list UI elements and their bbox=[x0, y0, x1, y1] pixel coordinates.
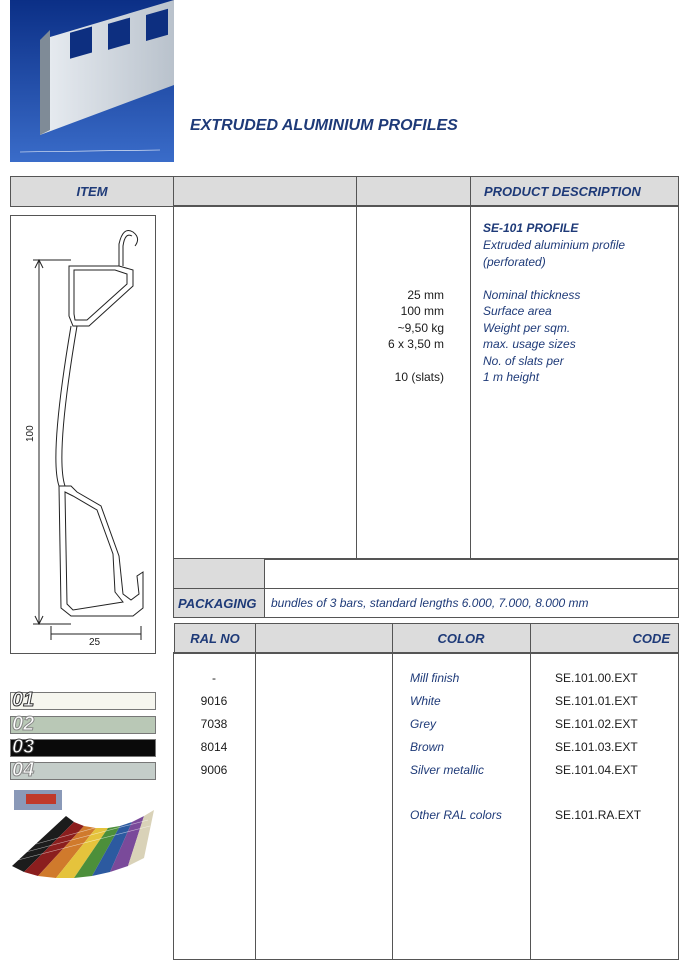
table-row-color: Grey bbox=[410, 717, 437, 731]
table-row-color: White bbox=[410, 694, 441, 708]
ral-table-header bbox=[174, 623, 679, 654]
divider bbox=[470, 177, 471, 206]
table-row-code: SE.101.01.EXT bbox=[555, 694, 638, 708]
spec-label: Surface area bbox=[483, 304, 552, 318]
color-header: COLOR bbox=[437, 631, 485, 646]
ral-color-fan-image bbox=[4, 786, 160, 878]
table-row-ral: - bbox=[212, 671, 216, 685]
spec-value: 10 (slats) bbox=[394, 370, 444, 384]
divider bbox=[255, 653, 256, 959]
table-row-code: SE.101.03.EXT bbox=[555, 740, 638, 754]
table-row-ral: 7038 bbox=[200, 717, 228, 731]
spec-label: No. of slats per bbox=[483, 354, 564, 368]
table-row-code: SE.101.00.EXT bbox=[555, 671, 638, 685]
divider bbox=[530, 653, 531, 959]
width-dimension-label: 25 bbox=[89, 637, 101, 648]
swatch-number: 04 bbox=[12, 759, 35, 781]
product-name: SE-101 PROFILE bbox=[483, 221, 579, 235]
spec-value: 6 x 3,50 m bbox=[387, 337, 444, 351]
divider bbox=[173, 177, 174, 206]
profile-photo-image bbox=[10, 0, 174, 162]
table-row-ral: 8014 bbox=[200, 740, 228, 754]
packaging-label: PACKAGING bbox=[178, 596, 257, 611]
spec-label: 1 m height bbox=[483, 370, 540, 384]
ral-color-fan-icon bbox=[4, 786, 160, 878]
spec-value: 100 mm bbox=[400, 304, 444, 318]
divider bbox=[470, 206, 471, 559]
product-description-header: PRODUCT DESCRIPTION bbox=[484, 184, 641, 199]
height-dimension-label: 100 bbox=[25, 425, 36, 442]
table-row-code: SE.101.02.EXT bbox=[555, 717, 638, 731]
spec-label: Nominal thickness bbox=[483, 288, 581, 302]
divider bbox=[356, 177, 357, 206]
table-row-ral: 9016 bbox=[200, 694, 228, 708]
spec-label: Weight per sqm. bbox=[483, 321, 571, 335]
table-row-color: Other RAL colors bbox=[410, 808, 502, 822]
packaging-blank-cell bbox=[174, 559, 265, 588]
page-title: EXTRUDED ALUMINIUM PROFILES bbox=[190, 117, 458, 134]
product-photo bbox=[10, 0, 174, 162]
divider bbox=[255, 624, 256, 653]
swatch-number: 02 bbox=[12, 713, 35, 735]
profile-drawing-box bbox=[10, 215, 156, 654]
item-header: ITEM bbox=[76, 184, 108, 199]
table-header bbox=[10, 176, 679, 207]
ral-no-header: RAL NO bbox=[190, 631, 240, 646]
spec-value: 25 mm bbox=[407, 288, 444, 302]
table-row-color: Brown bbox=[410, 740, 445, 754]
spec-value: ~9,50 kg bbox=[397, 321, 444, 335]
packaging-box bbox=[173, 558, 679, 618]
table-row-code: SE.101.04.EXT bbox=[555, 763, 638, 777]
table-row-color: Mill finish bbox=[410, 671, 460, 685]
swatch-number: 01 bbox=[12, 689, 35, 711]
table-row-ral: 9006 bbox=[200, 763, 228, 777]
product-desc-line1: Extruded aluminium profile bbox=[483, 238, 626, 252]
code-header: CODE bbox=[632, 631, 670, 646]
table-row-code: SE.101.RA.EXT bbox=[555, 808, 642, 822]
product-desc-line2: (perforated) bbox=[483, 255, 546, 269]
divider bbox=[392, 653, 393, 959]
swatch-number: 03 bbox=[12, 736, 35, 758]
packaging-text: bundles of 3 bars, standard lengths 6.000, 7.000, 8.000 mm bbox=[271, 596, 589, 610]
table-row-color: Silver metallic bbox=[410, 763, 485, 777]
spec-label: max. usage sizes bbox=[483, 337, 576, 351]
